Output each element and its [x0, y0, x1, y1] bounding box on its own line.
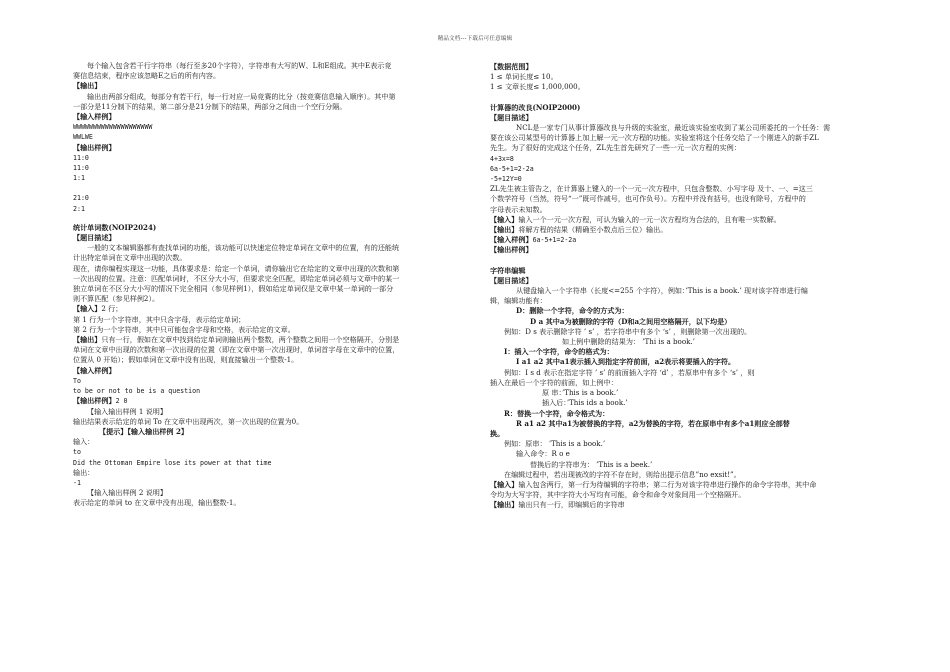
text-line: 输出由两部分组成，每部分有若干行，每一行对应一局竞赛的比分（按竞赛信息输入顺序）。其中第 — [87, 91, 396, 101]
blank-line — [73, 214, 462, 223]
sample-input-line — [490, 235, 880, 245]
right-column — [490, 62, 880, 511]
sample-line: To — [73, 376, 81, 385]
left-column — [73, 61, 462, 509]
text-line: 先生。为了很好的完成这个任务，ZL先生首先研究了一些一元一次方程的实例： — [490, 143, 741, 153]
sample-line: 11:0 — [73, 164, 89, 173]
text-line: 将解方程的结果（精确至小数点后三位）输出。 — [518, 225, 668, 235]
problem-title: 字符串编辑 — [490, 265, 526, 275]
text-line: ZL先生被主管告之，在计算器上键入的一个一元一次方程中，只包含整数、小写字母 及十、一、=这三 — [490, 184, 813, 194]
text-line: 辑，编辑功能有： — [490, 296, 547, 306]
text-line: 【输入输出样例 2 说明】 — [87, 488, 167, 498]
text-line: 替换后的字符串为： ’This is a beek.’ — [530, 459, 653, 469]
input-line — [490, 215, 880, 225]
section-heading: 【题目描述】 — [490, 275, 533, 285]
sample-line: -5+12Y=0 — [490, 175, 522, 184]
text-line: NCL是一家专门从事计算器改良与升级的实验室，最近该实验室收到了某公司所委托的一个任务：需 — [516, 123, 831, 133]
text-line: 插入在最后一个字符的前面，如上例中： — [490, 377, 618, 387]
text-line: 单词在文章中出现的次数和第一次出现的位置（即在文章中第一次出现时，单词首字母在文章中的位置， — [73, 345, 400, 355]
text-line: 【输入输出样例 1 说明】 — [87, 406, 167, 416]
text-line: 在编辑过程中，若出现被改的字符不存在时，则给出提示信息”no exsit!”。 — [504, 469, 741, 479]
text-line: 则不算匹配（参见样例2）。 — [73, 294, 160, 304]
text-line: 赛信息结束，程序应该忽略E之后的所有内容。 — [73, 71, 221, 81]
page-header: 精品文档---下载后可任意编辑 — [437, 36, 513, 42]
section-heading: 【输出样例】 — [490, 245, 533, 255]
text-line: 1 ≤ 单词长度≤ 10。 — [490, 72, 558, 82]
section-heading: 【输出】 — [73, 81, 102, 91]
section-heading: 【输出】 — [73, 335, 102, 345]
text-line: 输入包含两行，第一行为待编辑的字符串；第二行为对该字符串进行操作的命令字符串，其中命 — [518, 479, 817, 489]
section-heading: 【输入样例】 — [73, 365, 116, 375]
sample-line: 2:1 — [73, 204, 85, 213]
sample-line: 21:0 — [73, 194, 89, 203]
section-heading: 【题目描述】 — [73, 233, 116, 243]
section-heading: 【输出样例】 — [73, 396, 116, 406]
section-heading: 【数据范围】 — [490, 62, 533, 71]
sample-line: 6a-5+1=2-2a — [490, 164, 534, 173]
input-line — [73, 304, 462, 314]
section-heading: 【输入样例】 — [490, 235, 533, 245]
problem-title: 统计单词数(NOIP2024) — [73, 222, 157, 232]
text-line: 一次出现的位置。注意：匹配单词时，不区分大小写，但要求完全匹配，即给定单词必须与文章中的某一 — [73, 273, 400, 283]
sample-line: to be or not to be is a question — [73, 387, 201, 396]
text-line: 输出只有一行，即编辑后的字符串 — [518, 500, 625, 510]
section-heading: 【输入输出样例 2】 — [127, 426, 188, 436]
output-line — [490, 500, 880, 510]
text-line: 从键盘输入一个字符串（长度<=255 个字符），例如：’This is a book.’ 现对该字符串进行编 — [516, 286, 808, 296]
blank-line — [490, 93, 880, 103]
text-line: 位置从 0 开始）；假如单词在文章中没有出现，则直接输出一个整数-1。 — [73, 355, 299, 365]
text-line: 只有一行，假如在文章中找到给定单词则输出两个整数，两个整数之间用一个空格隔开，分别是 — [101, 335, 400, 345]
section-heading: 【输入样例】 — [73, 112, 116, 122]
text-line: 要在该公司某型号的计算器上加上解一元一次方程的功能。实验室将这个任务交给了一个刚进入的新手ZL — [490, 133, 819, 143]
command-format: D a 其中a为被删除的字符（D和a之间用空格隔开，以下均是） — [530, 316, 732, 326]
text-line: 第 1 行为一个字符串，其中只含字母，表示给定单词； — [73, 314, 246, 324]
text-line: 1 ≤ 文章长度≤ 1,000,000。 — [490, 82, 585, 92]
text-line: 输入： — [73, 437, 95, 447]
text-line: 字母表示未知数。 — [490, 204, 547, 214]
text-line: 插入后：’This ids a book.’ — [542, 398, 628, 408]
sample-line: WWWWWWWWWWWWWWWWWWWW — [73, 123, 153, 132]
sample-line: Did the Ottoman Empire lose its power at that time — [73, 458, 272, 467]
text-line: 如上例中删除的结果为： ’Thi is a book.’ — [562, 337, 695, 347]
text-line: 独立单词在不区分大小写的情况下完全相同（参见样例1），假如给定单词仅是文章中某一单词的一部分 — [73, 284, 394, 294]
sample-line: 4+3x=8 — [490, 154, 514, 163]
text-line: 输入一个一元一次方程，可认为输入的一元一次方程均为合法的，且有唯一实数解。 — [518, 214, 781, 224]
text-line: 输出结果表示给定的单词 To 在文章中出现两次，第一次出现的位置为0。 — [73, 416, 304, 426]
blank-line — [73, 183, 462, 193]
sample-line: to — [73, 448, 81, 457]
section-heading: 【输出】 — [490, 225, 519, 235]
text-line: 第 2 行为一个字符串，其中只可能包含字母和空格，表示给定的文章。 — [73, 324, 295, 334]
text-line: 原 串：’This is a book.’ — [542, 388, 619, 398]
command-format: 换。 — [490, 428, 505, 438]
sample-line: 2 0 — [115, 397, 128, 406]
text-line: 现在，请你编程实现这一功能，具体要求是：给定一个单词，请你输出它在给定的文章中出现的次数和第 — [73, 263, 400, 273]
command-format: R a1 a2 其中a1为被替换的字符，a2为替换的字符，若在原串中有多个a1则应全部替 — [516, 418, 790, 428]
command-format: I a1 a2 其中a1表示插入到指定字符前面，a2表示将要插入的字符。 — [516, 357, 736, 367]
text-line: 令均为大写字符，其中字符大小写均有可能，命令和命令对象间用一个空格隔开。 — [490, 490, 746, 500]
sample-output-line — [73, 396, 462, 406]
text-line: 计出特定单词在文章中出现的次数。 — [73, 253, 187, 263]
section-heading: 【输出】 — [490, 500, 519, 510]
sample-line: 6a-5+1=2-2a — [532, 236, 577, 245]
text-line: 每个输入包含若干行字符串（每行至多20个字符），字符串有大写的W、L和E组成。其中E表示竞 — [87, 61, 392, 70]
command-heading: D：删除一个字符，命令的方式为： — [516, 306, 629, 316]
text-line: 一部分是11分制下的结果，第二部分是21分制下的结果，两部分之间由一个空行分隔。 — [73, 101, 347, 111]
section-heading: 【输入】 — [73, 304, 102, 314]
command-heading: I：插入一个字符，命令的格式为： — [504, 347, 614, 357]
text-line: 表示给定的单词 to 在文章中没有出现，输出整数-1。 — [73, 498, 241, 508]
command-heading: R：替换一个字符，命令格式为： — [504, 408, 610, 418]
text-line: 例如：原串： ’This is a book.’ — [504, 439, 606, 449]
text-line: 输出： — [73, 467, 95, 477]
sample-line: -1 — [73, 478, 81, 487]
output-line — [73, 335, 462, 345]
text-line: 例如：D s 表示删除字符 ’ s’ ，若字符串中有多个 ‘s’ ，则删除第一次出现的。 — [504, 326, 752, 336]
section-heading: 【输出样例】 — [73, 142, 116, 152]
section-heading: 【提示】 — [99, 426, 128, 436]
hint-line — [73, 427, 462, 437]
sample-line: 11:0 — [73, 153, 89, 162]
sample-line: WWLWE — [73, 133, 93, 142]
text-line: 2 行； — [101, 304, 123, 314]
section-heading: 【输入】 — [490, 479, 519, 489]
section-heading: 【输入】 — [490, 214, 519, 224]
text-line: 一般的文本编辑器都有查找单词的功能，该功能可以快速定位特定单词在文章中的位置，有的还能统 — [87, 243, 400, 253]
section-heading: 【题目描述】 — [490, 112, 533, 122]
output-line — [490, 225, 880, 235]
input-line — [490, 480, 880, 490]
blank-line — [490, 256, 880, 266]
sample-line: 1:1 — [73, 174, 85, 183]
text-line: 输入命令：R o e — [516, 449, 570, 459]
text-line: 个数学符号（当然，符号“一”既可作减号，也可作负号）。方程中并没有括号，也没有除号，方程中的 — [490, 194, 806, 204]
problem-title: 计算器的改良(NOIP2000) — [490, 102, 581, 112]
text-line: 例如：I s d 表示在指定字符 ’ s’ 的前面插入字符 ‘d’ ，若原串中有多个 ‘s’ ，则 — [504, 367, 755, 377]
